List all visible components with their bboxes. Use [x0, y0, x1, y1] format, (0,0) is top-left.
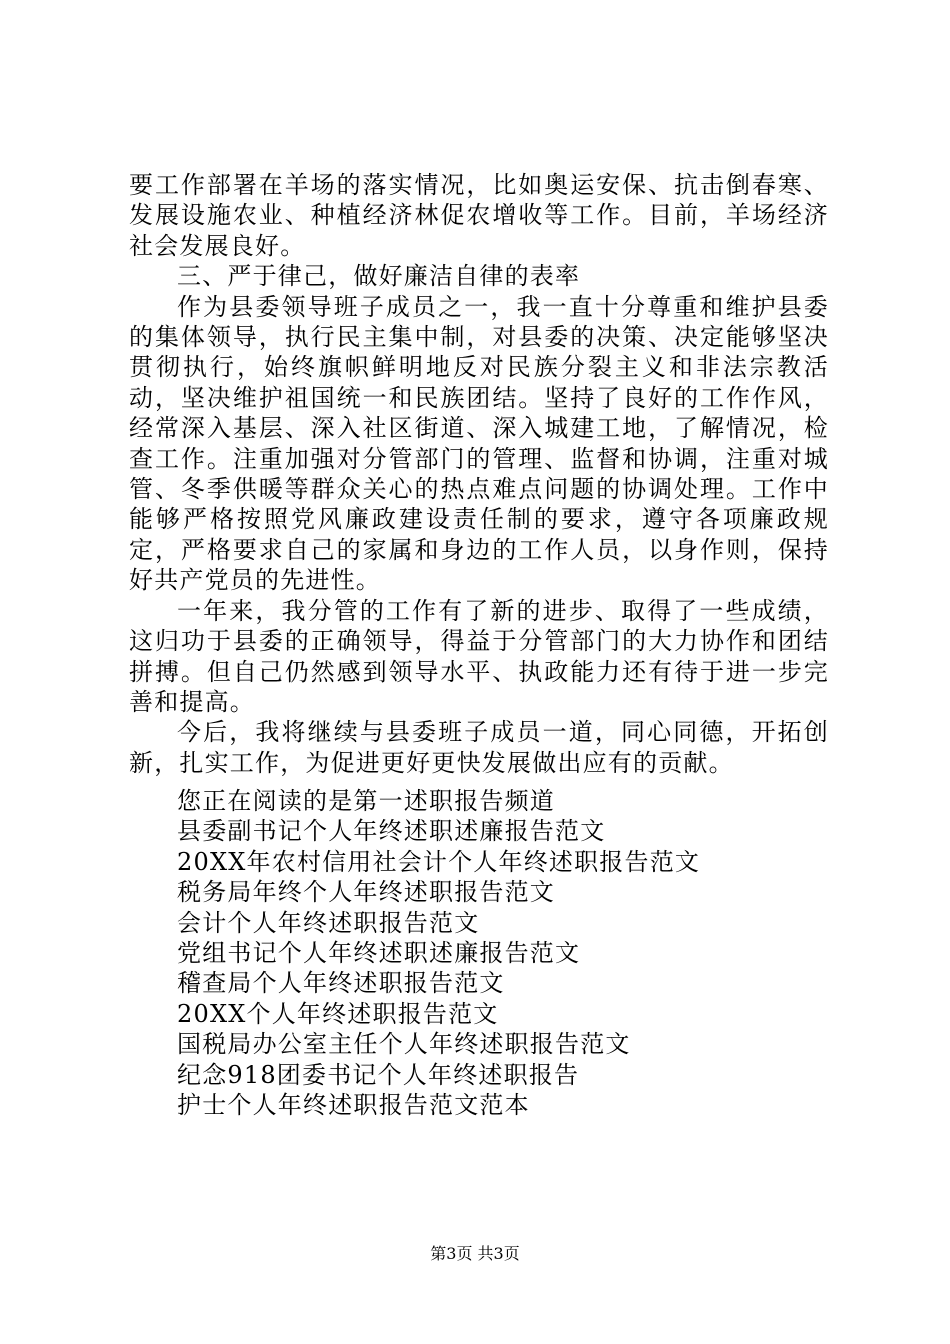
related-articles-list: [177, 786, 827, 1120]
related-article-link[interactable]: 稽查局个人年终述职报告范文: [177, 969, 505, 998]
channel-notice: 您正在阅读的是第一述职报告频道: [177, 787, 555, 815]
paragraph-1: 要工作部署在羊场的落实情况，比如奥运安保、抗击倒春寒、发展设施农业、种植经济林促农增收等工作。目前，羊场经济社会发展良好。: [129, 171, 829, 260]
related-article-link[interactable]: 护士个人年终述职报告范文范本: [177, 1090, 530, 1119]
document-body: [129, 170, 829, 778]
paragraph-4: 今后，我将继续与县委班子成员一道，同心同德，开拓创新，扎实工作，为促进更好更快发展做出应有的贡献。: [129, 718, 829, 777]
related-article-link[interactable]: 会计个人年终述职报告范文: [177, 908, 480, 937]
paragraph-3: 一年来，我分管的工作有了新的进步、取得了一些成绩，这归功于县委的正确领导，得益于分管部门的大力协作和团结拼搏。但自己仍然感到领导水平、执政能力还有待于进一步完善和提高。: [129, 596, 829, 716]
related-article-link[interactable]: 20XX年农村信用社会计个人年终述职报告范文: [177, 847, 701, 876]
related-article-link[interactable]: 国税局办公室主任个人年终述职报告范文: [177, 1030, 631, 1059]
section-heading: 三、严于律己，做好廉洁自律的表率: [177, 262, 581, 291]
paragraph-2: 作为县委领导班子成员之一，我一直十分尊重和维护县委的集体领导，执行民主集中制，对县委的决策、决定能够坚决贯彻执行，始终旗帜鲜明地反对民族分裂主义和非法宗教活动，坚决维护祖国统一和民族团结。坚持了良好的工作作风，经常深入基层、深入社区街道、深入城建工地，了解情况，检查工作。注重加强对分管部门的管理、监督和协调，注重对城管、冬季供暖等群众关心的热点难点问题的协调处理。工作中能够严格按照党风廉政建设责任制的要求，遵守各项廉政规定，严格要求自己的家属和身边的工作人员，以身作则，保持好共产党员的先进性。: [129, 292, 829, 595]
page-number-footer: 第3页 共3页: [430, 1244, 520, 1263]
related-article-link[interactable]: 党组书记个人年终述职述廉报告范文: [177, 938, 581, 967]
related-article-link[interactable]: 县委副书记个人年终述职述廉报告范文: [177, 817, 606, 846]
related-article-link[interactable]: 税务局年终个人年终述职报告范文: [177, 878, 555, 907]
related-article-link[interactable]: 20XX个人年终述职报告范文: [177, 999, 499, 1028]
related-article-link[interactable]: 纪念918团委书记个人年终述职报告: [177, 1060, 580, 1089]
